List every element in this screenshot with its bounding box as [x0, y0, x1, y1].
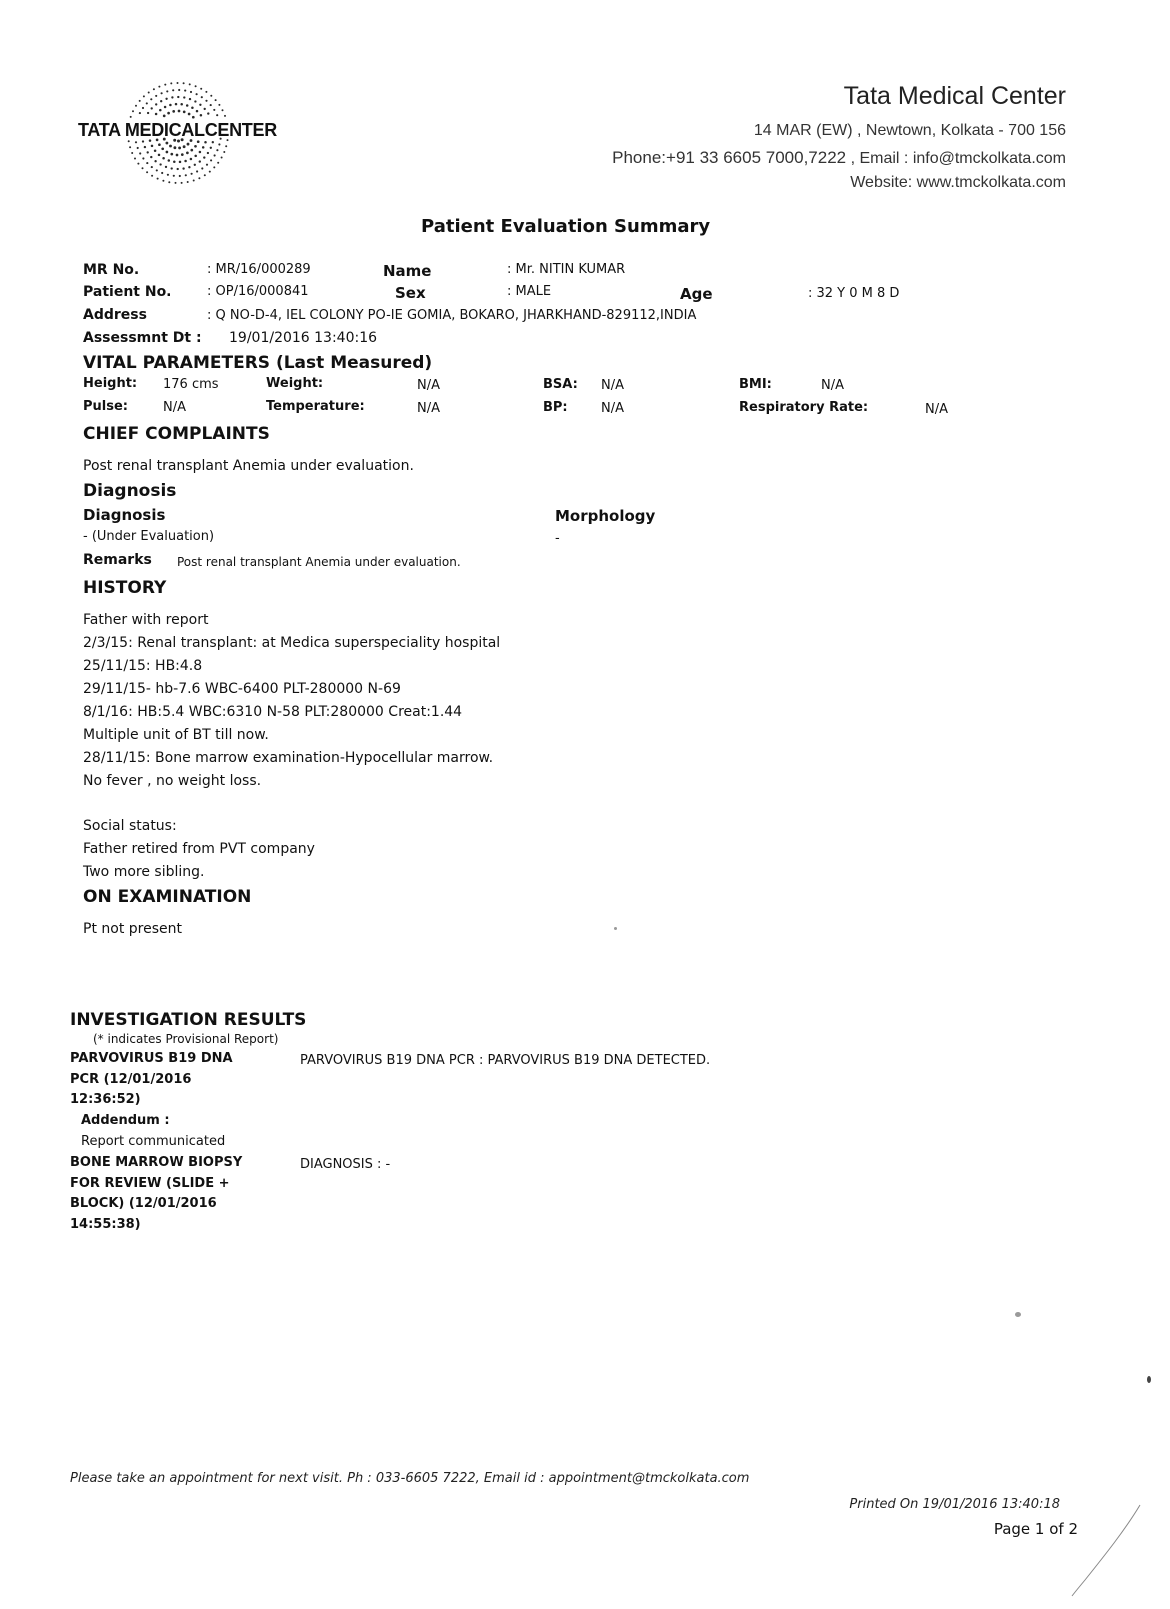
bp-value: N/A	[601, 401, 624, 416]
assessment-label: Assessmnt Dt :	[83, 330, 202, 346]
scan-speck	[614, 927, 617, 930]
history-line: Multiple unit of BT till now.	[83, 727, 269, 743]
history-line: 2/3/15: Renal transplant: at Medica superspeciality hospital	[83, 635, 501, 651]
bmi-label: BMI:	[739, 377, 772, 392]
remarks-value: Post renal transplant Anemia under evaluation.	[177, 555, 461, 569]
addendum-label: Addendum :	[81, 1113, 170, 1128]
pulse-label: Pulse:	[83, 399, 128, 414]
social-line: Father retired from PVT company	[83, 841, 315, 857]
printed-on: Printed On 19/01/2016 13:40:18	[849, 1497, 1060, 1512]
chief-complaints-text: Post renal transplant Anemia under evaluation.	[83, 458, 414, 474]
history-line: Father with report	[83, 612, 209, 628]
chief-complaints-heading: CHIEF COMPLAINTS	[83, 424, 270, 444]
history-line: 25/11/15: HB:4.8	[83, 658, 203, 674]
diagnosis-heading: Diagnosis	[83, 481, 177, 501]
org-address: 14 MAR (EW) , Newtown, Kolkata - 700 156	[753, 122, 1066, 139]
provisional-note: (* indicates Provisional Report)	[93, 1032, 279, 1046]
history-line: 28/11/15: Bone marrow examination-Hypocellular marrow.	[83, 750, 494, 766]
height-label: Height:	[83, 376, 138, 391]
page-number: Page 1 of 2	[993, 1520, 1078, 1538]
age-value: : 32 Y 0 M 8 D	[808, 286, 900, 301]
age-label: Age	[680, 285, 713, 303]
temperature-label: Temperature:	[266, 399, 365, 414]
sex-value: : MALE	[507, 284, 552, 299]
org-website: Website: www.tmckolkata.com	[850, 174, 1066, 191]
test-name-line: BONE MARROW BIOPSY	[70, 1155, 243, 1170]
bp-label: BP:	[543, 400, 568, 415]
investigations-heading: INVESTIGATION RESULTS	[70, 1010, 307, 1030]
test-name-line: 12:36:52)	[70, 1092, 141, 1107]
test-result: PARVOVIRUS B19 DNA PCR : PARVOVIRUS B19 DNA DETECTED.	[300, 1053, 711, 1068]
org-name: Tata Medical Center	[843, 82, 1066, 110]
respiratory-rate-value: N/A	[925, 402, 948, 417]
org-phone: Phone:+91 33 6605 7000,7222	[612, 148, 847, 167]
history-line: No fever , no weight loss.	[83, 773, 262, 789]
respiratory-rate-label: Respiratory Rate:	[739, 400, 869, 415]
test-name-line: 14:55:38)	[70, 1217, 141, 1232]
examination-text: Pt not present	[83, 921, 182, 937]
vitals-heading: VITAL PARAMETERS (Last Measured)	[83, 353, 433, 373]
patient-no-label: Patient No.	[83, 284, 172, 300]
address-value: : Q NO-D-4, IEL COLONY PO-IE GOMIA, BOKARO, JHARKHAND-829112,INDIA	[207, 308, 697, 323]
scan-speck	[1147, 1376, 1151, 1383]
address-label: Address	[83, 307, 147, 323]
name-value: : Mr. NITIN KUMAR	[507, 262, 626, 277]
mr-value: : MR/16/000289	[207, 262, 311, 277]
org-contact	[612, 148, 1066, 168]
social-line: Social status:	[83, 818, 177, 834]
examination-heading: ON EXAMINATION	[83, 887, 252, 907]
temperature-value: N/A	[417, 401, 440, 416]
morphology-value: -	[555, 531, 560, 546]
history-line: 29/11/15- hb-7.6 WBC-6400 PLT-280000 N-69	[83, 681, 401, 697]
mr-label: MR No.	[83, 262, 140, 278]
name-label: Name	[383, 262, 432, 280]
test-name-line: BLOCK) (12/01/2016	[70, 1196, 217, 1211]
weight-value: N/A	[417, 378, 440, 393]
bmi-value: N/A	[821, 378, 844, 393]
morphology-label: Morphology	[555, 507, 656, 525]
addendum-text: Report communicated	[81, 1134, 226, 1149]
test-name-line: FOR REVIEW (SLIDE +	[70, 1176, 230, 1191]
height-value: 176 cms	[163, 377, 219, 392]
sex-label: Sex	[395, 284, 426, 302]
bsa-value: N/A	[601, 378, 624, 393]
assessment-value: 19/01/2016 13:40:16	[229, 330, 378, 346]
bsa-label: BSA:	[543, 377, 578, 392]
logo-text: TATA MEDICALCENTER	[78, 120, 277, 140]
appointment-note: Please take an appointment for next visit. Ph : 033-6605 7222, Email id : appointment@tmckolkata.com	[70, 1471, 750, 1486]
org-email: , Email : info@tmckolkata.com	[850, 150, 1066, 167]
test-name-line: PARVOVIRUS B19 DNA	[70, 1051, 233, 1066]
patient-no-value: : OP/16/000841	[207, 284, 309, 299]
test-name-line: PCR (12/01/2016	[70, 1072, 192, 1087]
pulse-value: N/A	[163, 400, 186, 415]
history-heading: HISTORY	[83, 578, 167, 598]
social-line: Two more sibling.	[83, 864, 205, 880]
diagnosis-col-value: - (Under Evaluation)	[83, 529, 215, 544]
test-result: DIAGNOSIS : -	[300, 1157, 391, 1172]
page-title: Patient Evaluation Summary	[421, 216, 711, 237]
history-line: 8/1/16: HB:5.4 WBC:6310 N-58 PLT:280000 Creat:1.44	[83, 704, 463, 720]
weight-label: Weight:	[266, 376, 324, 391]
diagnosis-col-label: Diagnosis	[83, 506, 166, 524]
scan-pen-mark	[1060, 1500, 1150, 1600]
remarks-label: Remarks	[83, 552, 152, 568]
scan-speck	[1015, 1312, 1021, 1317]
